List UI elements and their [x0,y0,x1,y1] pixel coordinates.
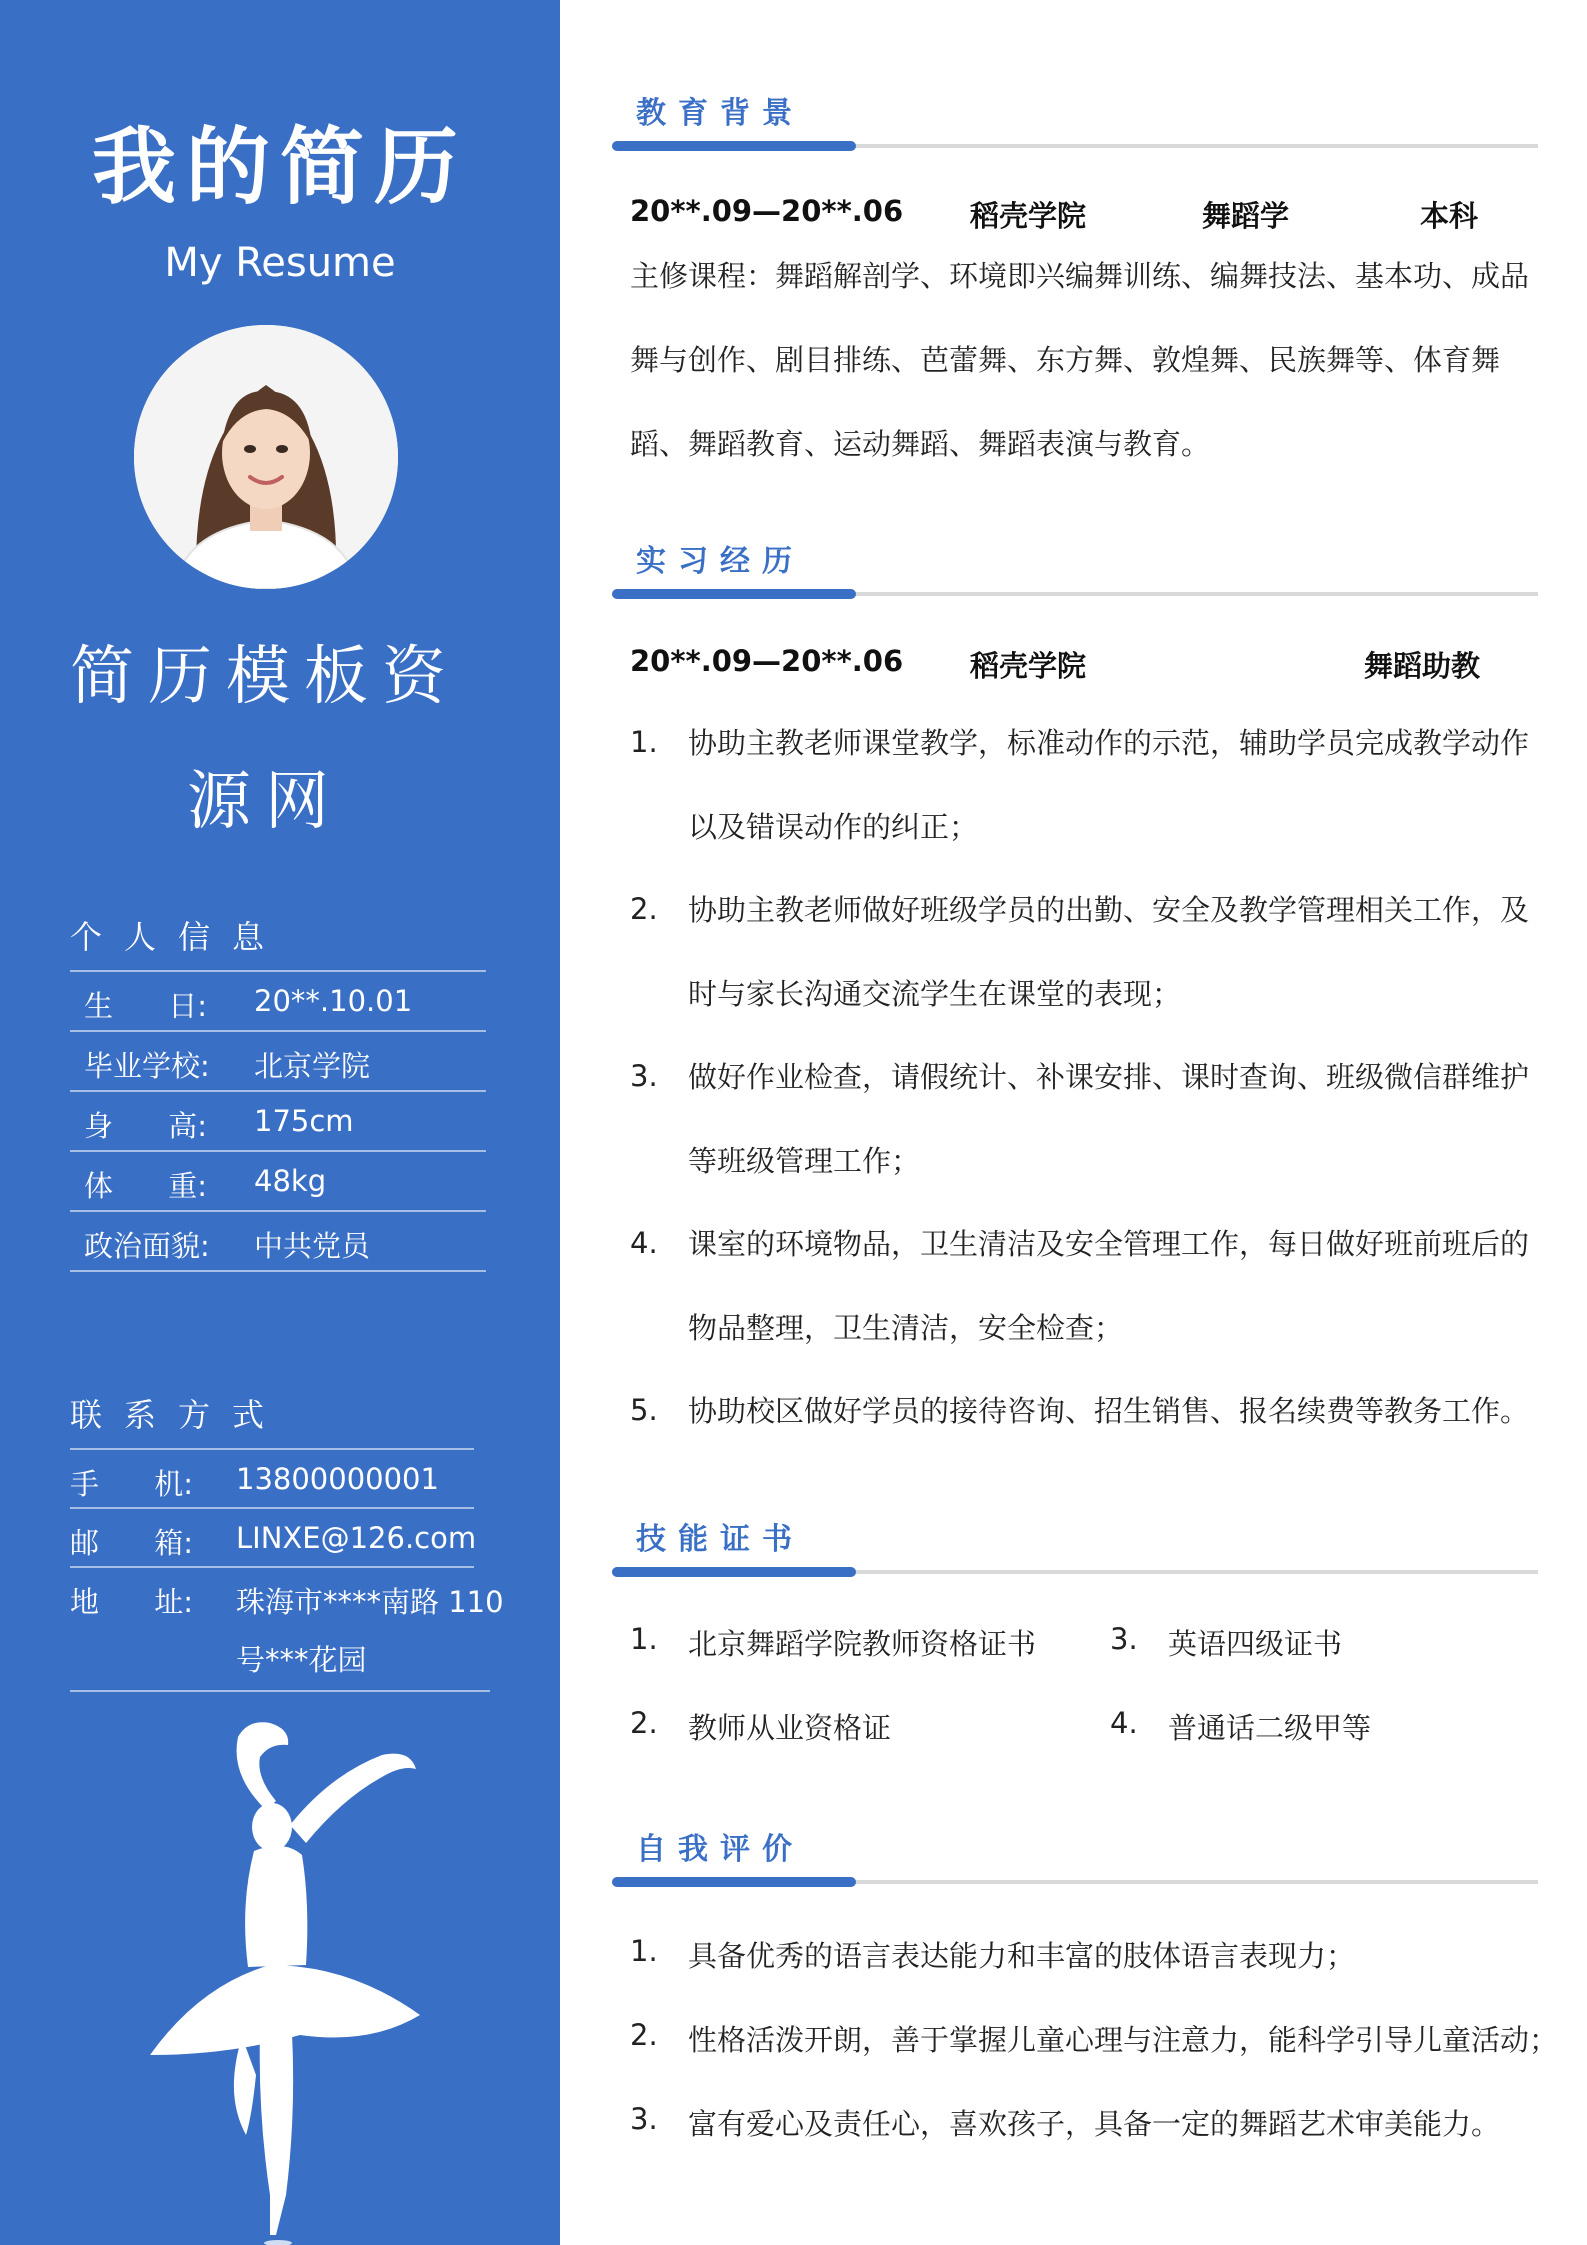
item-number: 4. [630,1226,658,1260]
contact-heading: 联系方式 [70,1396,287,1434]
item-number: 2. [630,2018,658,2052]
section-divider [612,592,1538,596]
info-row-political [70,1212,486,1272]
internship-role: 舞蹈助教 [1364,649,1481,683]
item-text: 课室的环境物品，卫生清洁及安全管理工作，每日做好班前班后的物品整理，卫生清洁，安全检查； [688,1227,1530,1345]
section-divider [612,144,1538,148]
contact-label: 邮 箱: [70,1526,194,1560]
section-divider [612,1570,1538,1574]
item-number: 4. [1110,1706,1138,1740]
contact-value[interactable]: LINXE@126.com [236,1521,477,1555]
item-number: 3. [630,1059,658,1093]
personal-info-heading: 个人信息 [70,918,287,956]
skills-title: 技能证书 [636,1522,804,1557]
contact-label: 地 址: [70,1585,194,1619]
contact-label: 手 机: [70,1467,194,1501]
item-number: 5. [630,1393,658,1427]
section-divider [612,1880,1538,1884]
info-value: 48kg [254,1164,327,1198]
item-number: 3. [1110,1622,1138,1656]
info-row-weight [70,1152,486,1212]
sidebar [0,0,560,2245]
internship-org: 稻壳学院 [970,649,1087,683]
item-text: 性格活泼开朗，善于掌握儿童心理与注意力，能科学引导儿童活动； [688,2023,1559,2057]
item-text: 普通话二级甲等 [1168,1711,1372,1745]
item-text: 教师从业资格证 [688,1711,892,1745]
item-number: 2. [630,1706,658,1740]
info-value: 中共党员 [254,1229,371,1263]
item-text: 协助校区做好学员的接待咨询、招生销售、报名续费等教务工作。 [688,1394,1530,1428]
info-row-height [70,1092,486,1152]
info-row-birthday [70,972,486,1032]
ballerina-silhouette-icon [120,1715,440,2245]
section-accent [612,141,856,151]
contact-value[interactable]: 13800000001 [236,1462,439,1496]
item-text: 协助主教老师做好班级学员的出勤、安全及教学管理相关工作，及时与家长沟通交流学生在课堂的表现； [688,893,1530,1011]
divider [70,1448,474,1450]
info-label: 生 日: [84,989,208,1023]
section-accent [612,1877,856,1887]
education-courses: 主修课程：舞蹈解剖学、环境即兴编舞训练、编舞技法、基本功、成品舞与创作、剧目排练、芭蕾舞、东方舞、敦煌舞、民族舞等、体育舞蹈、舞蹈教育、运动舞蹈、舞蹈表演与教育。 [630,259,1530,461]
resume-subtitle: My Resume [164,240,396,286]
info-label: 体 重: [84,1169,208,1203]
item-text: 英语四级证书 [1168,1627,1343,1661]
education-school: 稻壳学院 [970,199,1087,233]
item-text: 具备优秀的语言表达能力和丰富的肢体语言表现力； [688,1939,1356,1973]
contact-value: 珠海市****南路 110 [236,1585,504,1619]
education-degree: 本科 [1420,199,1479,233]
info-label: 身 高: [84,1109,208,1143]
contact-value-cont: 号***花园 [236,1643,367,1677]
internship-row [630,644,1530,684]
education-title: 教育背景 [636,96,804,131]
item-text: 北京舞蹈学院教师资格证书 [688,1627,1037,1661]
education-period: 20**.09—20**.06 [630,194,904,228]
item-number: 3. [630,2102,658,2136]
info-label: 政治面貌: [84,1229,210,1263]
item-text: 富有爱心及责任心，喜欢孩子，具备一定的舞蹈艺术审美能力。 [688,2107,1501,2141]
item-text: 协助主教老师课堂教学，标准动作的示范，辅助学员完成教学动作以及错误动作的纠正； [688,726,1530,844]
item-text: 做好作业检查，请假统计、补课安排、课时查询、班级微信群维护等班级管理工作； [688,1060,1530,1178]
education-major: 舞蹈学 [1202,199,1290,233]
item-number: 1. [630,1622,658,1656]
divider [70,1690,490,1692]
education-row [630,194,1530,234]
divider [70,1507,474,1509]
self-eval-title: 自我评价 [636,1832,804,1867]
section-accent [612,589,856,599]
name-line-2: 源网 [187,765,343,839]
info-value: 175cm [254,1104,354,1138]
info-label: 毕业学校: [84,1049,210,1083]
avatar [134,325,398,589]
name-line-1: 简历模板资 [70,640,460,714]
avatar-portrait-icon [134,325,398,589]
divider [70,1566,474,1568]
section-accent [612,1567,856,1577]
internship-period: 20**.09—20**.06 [630,644,904,678]
resume-title: 我的简历 [91,118,468,216]
info-row-school [70,1032,486,1092]
info-value: 20**.10.01 [254,984,413,1018]
personal-info-table [70,970,486,1272]
info-value: 北京学院 [254,1049,371,1083]
item-number: 1. [630,1934,658,1968]
item-number: 1. [630,725,658,759]
internship-title: 实习经历 [636,544,804,579]
item-number: 2. [630,892,658,926]
